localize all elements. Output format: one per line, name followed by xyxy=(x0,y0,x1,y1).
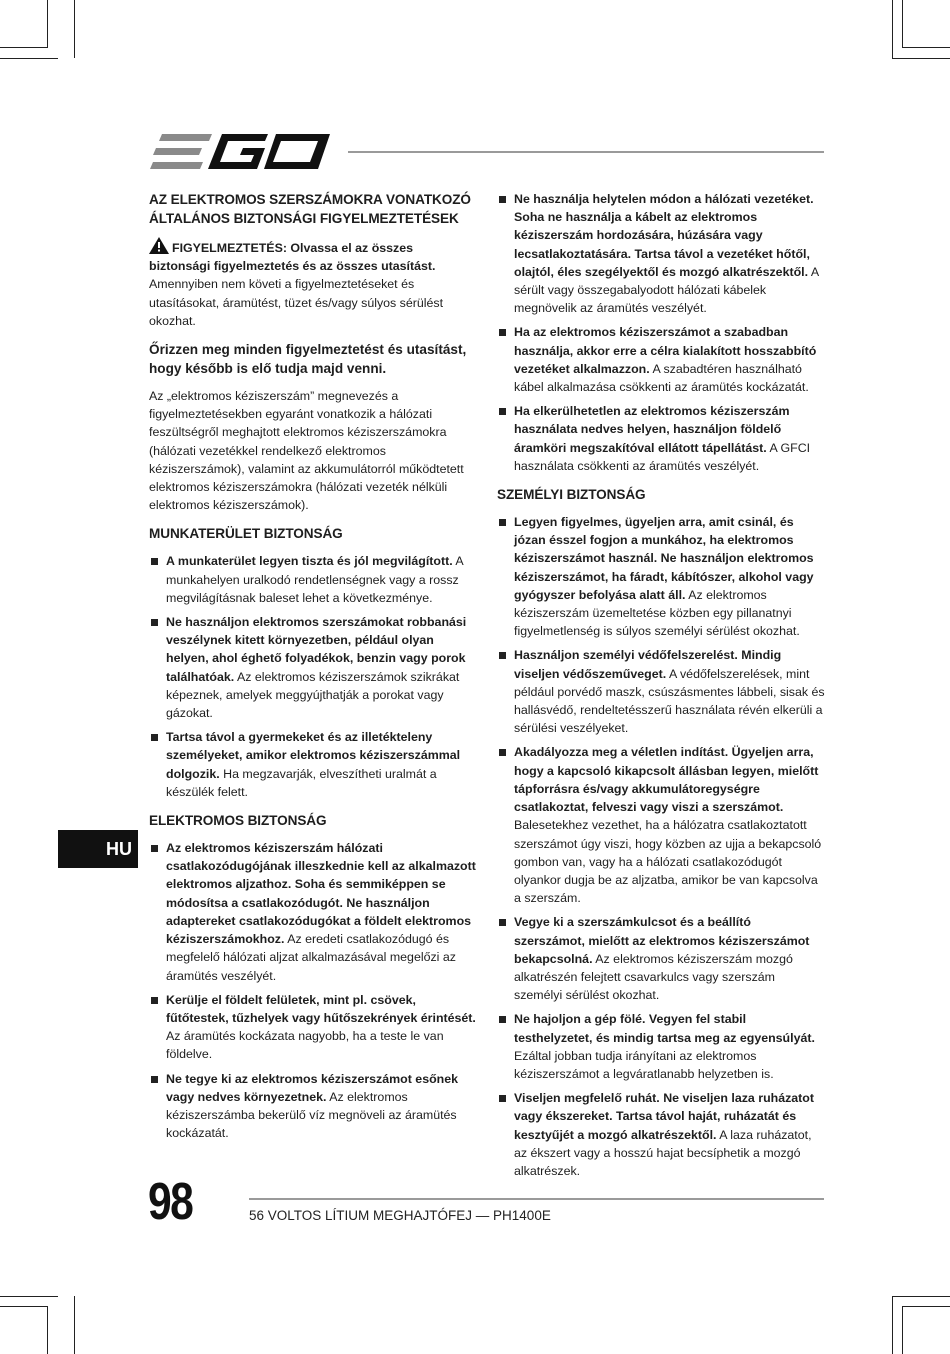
list-item: Viseljen megfelelő ruhát. Ne viseljen laza ruházatot vagy ékszereket. Tartsa távol haját, ruházatát és kesztyűjét a mozgó alkatrészektől. A laza ruházatot, az ékszert vagy a hosszú hajat becsíphetik a mozgó alkatrészek. xyxy=(497,1089,825,1180)
list-item: Vegye ki a szerszámkulcsot és a beállító szerszámot, mielőtt az elektromos kéziszerszámot bekapcsolná. Az elektromos kéziszerszám mozgó alkatrészén felejtett csavarkulcs vagy szerszám személyi sérülést okozhat. xyxy=(497,913,825,1004)
warning-block xyxy=(149,237,477,330)
list-item: Az elektromos kéziszerszám hálózati csatlakozódugójának illeszkednie kell az alkalmazott elektromos aljzathoz. Soha és semmiképpen se módosítsa a csatlakozódugót. Ne használjon adaptereket csatlakozódugókat a földelt elektromos kéziszerszámokhoz. Az eredeti csatlakozódugó és megfelelő hálózati aljzat alkalmazásával megelőzi az áramütés veszélyét. xyxy=(149,839,477,985)
list-item: A munkaterület legyen tiszta és jól megvilágított. A munkahelyen uralkodó rendetlenségnek vagy a rossz megvilágításnak baleset lehet a következménye. xyxy=(149,552,477,607)
work-area-list xyxy=(149,552,477,801)
bullet-square-icon xyxy=(151,1076,158,1083)
list-item: Kerülje el földelt felületek, mint pl. csövek, fűtőtestek, tűzhelyek vagy hűtőszekrények érintését. Az áramütés kockázata nagyobb, ha a teste le van földelve. xyxy=(149,991,477,1064)
list-item: Ne használjon elektromos szerszámokat robbanási veszélynek kitett környezetben, például olyan helyen, ahol éghető folyadékok, benzin vagy porok találhatóak. Az elektromos kéziszerszámok szikrákat képeznek, amelyek meggyújthatják a porokat vagy gázokat. xyxy=(149,613,477,722)
bullet-square-icon xyxy=(499,1016,506,1023)
definition-paragraph: Az „elektromos kéziszerszám” megnevezés a figyelmeztetésekben egyaránt vonatkozik a hálózati feszültségről meghajtott elektromos kéziszerszámokra (hálózati vezetékkel rendelkező elektromos kéziszerszámok), valamint az akkumulátorról működtetett elektromos kéziszerszámokra (hálózati vezeték nélküli elektromos kéziszerszámok). xyxy=(149,389,464,513)
list-item: Használjon személyi védőfelszerelést. Mindig viseljen védőszeműveget. A védőfelszerelések, mint például porvédő maszk, csúszásmentes lábbeli, sisak és hallásvédő, rendeltetésszerű használata révén elkerüli a sérülési veszélyeket. xyxy=(497,646,825,737)
header-rule xyxy=(348,151,824,153)
page-number: 98 xyxy=(148,1173,193,1231)
list-item: Ne használja helytelen módon a hálózati vezetéket. Soha ne használja a kábelt az elektromos kéziszerszám hordozására, húzására vagy lecsatlakoztatására. Tartsa távol a vezetéket hőtől, olajtól, éles szegélyektől és mozgó alkatrészektől. A sérült vagy összegabalyodott hálózati kábelek megnövelik az áramütés veszélyét. xyxy=(497,190,825,317)
section-heading-general: AZ ELEKTROMOS SZERSZÁMOKRA VONATKOZÓ ÁLTALÁNOS BIZTONSÁGI FIGYELMEZTETÉSEK xyxy=(149,192,471,226)
warning-text: Amennyiben nem követi a figyelmeztetéseket és utasításokat, áramütést, tüzet és/vagy súlyos sérülést okozhat. xyxy=(149,277,444,328)
warning-triangle-icon xyxy=(149,237,169,254)
footer-title: 56 VOLTOS LÍTIUM MEGHAJTÓFEJ — PH1400E xyxy=(249,1208,551,1223)
crop-mark xyxy=(892,1296,950,1297)
bullet-square-icon xyxy=(499,749,506,756)
bullet-square-icon xyxy=(151,734,158,741)
crop-mark xyxy=(892,0,893,58)
list-item: Ne tegye ki az elektromos kéziszerszámot esőnek vagy nedves környezetnek. Az elektromos kéziszerszámba bekerülő víz megnöveli az áramütés kockázatát. xyxy=(149,1070,477,1143)
bullet-square-icon xyxy=(499,919,506,926)
warning-label: FIGYELMEZTETÉS: xyxy=(172,241,287,255)
section-title-work-area: MUNKATERÜLET BIZTONSÁG xyxy=(149,526,343,542)
bullet-square-icon xyxy=(499,196,506,203)
crop-mark xyxy=(902,1306,950,1307)
personal-safety-list xyxy=(497,513,825,1180)
crop-mark xyxy=(74,0,75,58)
list-item: Ha az elektromos kéziszerszámot a szabadban használja, akkor erre a célra kialakított hosszabbító vezetéket alkalmazzon. A szabadtéren használható kábel alkalmazása csökkenti az áramütés kockázatát. xyxy=(497,323,825,396)
bullet-square-icon xyxy=(151,558,158,565)
bullet-square-icon xyxy=(499,519,506,526)
bullet-square-icon xyxy=(151,845,158,852)
crop-mark xyxy=(0,58,58,59)
bullet-square-icon xyxy=(499,329,506,336)
crop-mark xyxy=(892,58,950,59)
crop-mark xyxy=(902,47,950,48)
crop-mark xyxy=(0,1306,48,1307)
crop-mark xyxy=(47,1306,48,1354)
bullet-square-icon xyxy=(151,997,158,1004)
crop-mark xyxy=(902,1306,903,1354)
electrical-list xyxy=(149,839,477,1142)
section-title-personal-safety: SZEMÉLYI BIZTONSÁG xyxy=(497,487,646,503)
list-item: Legyen figyelmes, ügyeljen arra, amit csinál, és józan ésszel fogjon a munkához, ha elektromos kéziszerszámot használ. Ne használjon elektromos kéziszerszámot, ha fáradt, kábítószer, alkohol vagy gyógyszer befolyása alatt áll. Az elektromos kéziszerszám üzemeltetése közben egy pillanatnyi figyelmetlenség is súlyos személyi sérülést okozhat. xyxy=(497,513,825,640)
list-item: Ha elkerülhetetlen az elektromos kéziszerszám használata nedves helyen, használjon földelő áramköri megszakítóval ellátott tápellátást. A GFCI használata csökkenti az áramütés veszélyét. xyxy=(497,402,825,475)
left-column xyxy=(149,190,477,1152)
crop-mark xyxy=(74,1296,75,1354)
crop-mark xyxy=(47,0,48,48)
bullet-square-icon xyxy=(499,652,506,659)
list-item: Ne hajoljon a gép fölé. Vegyen fel stabil testhelyzetet, és mindig tartsa meg az egyensúlyát. Ezáltal jobban tudja irányítani az elektromos kéziszerszámot a legváratlanabb helyzetben is. xyxy=(497,1010,825,1083)
crop-mark xyxy=(0,47,48,48)
right-column xyxy=(497,190,825,1190)
bullet-square-icon xyxy=(499,408,506,415)
list-item: Tartsa távol a gyermekeket és az illetékteleny személyeket, amikor elektromos kéziszerszámmal dolgozik. Ha megzavarják, elveszítheti uralmát a készülék felett. xyxy=(149,728,477,801)
list-item: Akadályozza meg a véletlen indítást. Ügyeljen arra, hogy a kapcsoló kikapcsolt állásban legyen, mielőtt tápforrásra és/vagy akkumulátoregységre csatlakoztat, felveszi vagy viszi a szerszámot. Balesetekhez vezethet, ha a hálózatra csatlakoztatott szerszámot úgy viszi, hogy közben az ujja a bekapcsoló gombon van, vagy ha a hálózati csatlakozódugót olyankor dugja be az aljzatba, amikor be van kapcsolva a szerszám. xyxy=(497,743,825,907)
bullet-square-icon xyxy=(499,1095,506,1102)
section-title-electrical: ELEKTROMOS BIZTONSÁG xyxy=(149,813,327,829)
crop-mark xyxy=(0,1296,58,1297)
language-tab: HU xyxy=(58,830,138,868)
footer-rule xyxy=(249,1198,824,1200)
bullet-square-icon xyxy=(151,619,158,626)
crop-mark xyxy=(902,0,903,48)
keep-instructions-notice: Őrizzen meg minden figyelmeztetést és utasítást, hogy később is elő tudja majd venni. xyxy=(149,342,467,377)
warning-bold-text: Olvassa el az összes biztonsági figyelmeztetés és az összes utasítást. xyxy=(149,241,436,274)
ego-logo xyxy=(150,132,332,172)
electrical-list-continued xyxy=(497,190,825,475)
crop-mark xyxy=(892,1296,893,1354)
